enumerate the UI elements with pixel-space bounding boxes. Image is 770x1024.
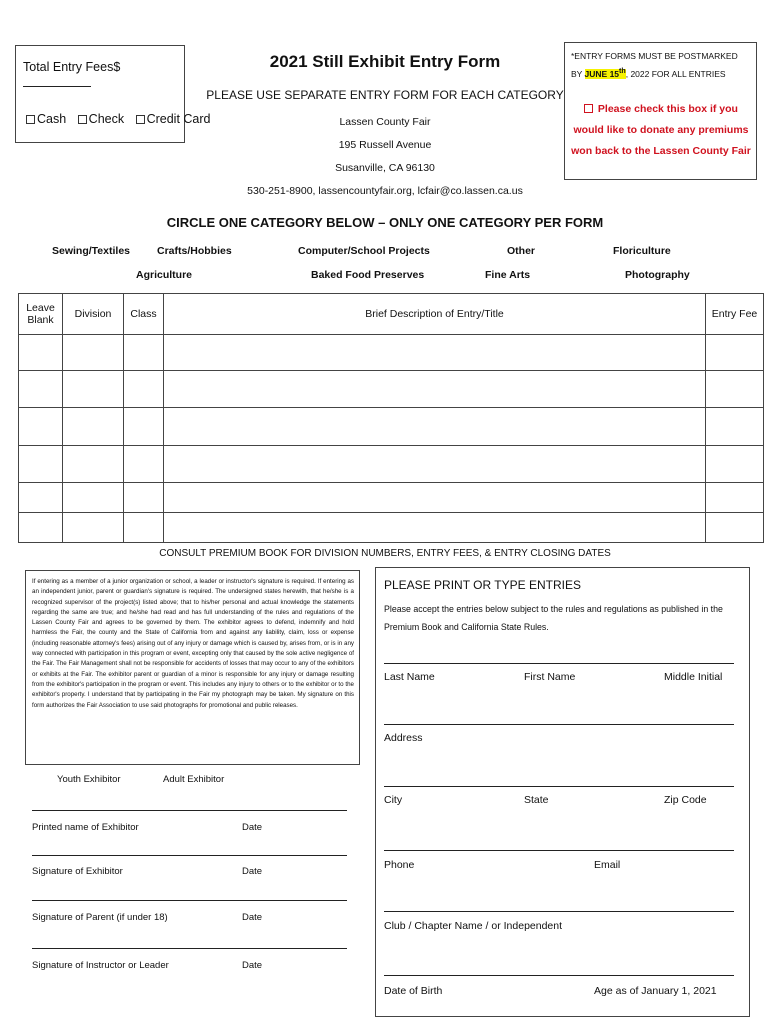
last-name-label: Last Name [384, 671, 435, 683]
checkbox-check[interactable] [78, 115, 87, 124]
name-line[interactable] [384, 663, 734, 664]
payment-options [26, 112, 219, 126]
exhibitor-signature-line[interactable] [32, 855, 347, 856]
col-class: Class [124, 294, 164, 335]
cell-description[interactable] [164, 408, 706, 446]
donate-premiums[interactable] [571, 99, 751, 162]
category-photography[interactable]: Photography [625, 269, 690, 281]
parent-signature-line[interactable] [32, 900, 347, 901]
zip-label: Zip Code [664, 794, 707, 806]
cell-leave-blank[interactable] [19, 483, 63, 513]
address-label: Address [384, 732, 423, 744]
col-entry-fee: Entry Fee [706, 294, 764, 335]
payment-option-cash[interactable]: Cash [26, 112, 66, 126]
category-sewing[interactable]: Sewing/Textiles [52, 245, 130, 257]
cell-division[interactable] [63, 483, 124, 513]
cell-class[interactable] [124, 335, 164, 371]
form-title: 2021 Still Exhibit Entry Form [269, 52, 501, 71]
instructor-signature-label: Signature of Instructor or Leader [32, 960, 169, 971]
cell-division[interactable] [63, 335, 124, 371]
exhibitor-signature-label: Signature of Exhibitor [32, 866, 123, 877]
payment-option-check[interactable]: Check [78, 112, 124, 126]
club-label: Club / Chapter Name / or Independent [384, 920, 563, 932]
cell-class[interactable] [124, 371, 164, 408]
cell-description[interactable] [164, 335, 706, 371]
liability-box [25, 570, 360, 765]
print-heading: PLEASE PRINT OR TYPE ENTRIES [384, 578, 581, 592]
table-row [19, 408, 764, 446]
cell-leave-blank[interactable] [19, 408, 63, 446]
total-fees-label: Total Entry Fees$ [23, 60, 121, 74]
state-label: State [524, 794, 549, 806]
cell-leave-blank[interactable] [19, 371, 63, 408]
category-fine-arts[interactable]: Fine Arts [485, 269, 531, 281]
cell-description[interactable] [164, 446, 706, 483]
liability-text: If entering as a member of a junior organization or school, a leader or instructor's signature is required. If entering as an independent junior, parent or guardian's signature is required. The undersigned states herewith, that he/she is a recognized supervisor of the project(s) listed above; that to his/her personal and actual knowledge the statements regarding the same are true; and he/she had read and has full understanding of the rules and regulations of the Lassen County Fair and agrees to be governed by them. The exhibitor agrees to defend, indemnify and hold harmless the Fair, the county and the State of California from and against any liability, claim, loss or expense (including reasonable attorney's fees) arising out of any injury or damage which is caused by, arises from, or is in any way connected with participation in this program or event, excepting only that caused by the sole active negligence of the Fair. The Fair Management shall not be responsible for accidents of losses that may occur to any of the exhibitors or exhibits at the Fair. The exhibitor parent or guardian of a minor is responsible for any injury or damage resulting from the exhibitor's participation in the program or event. This includes any injury to others or to the exhibitor or to the exhibitor's property. I understand that by participating in the Fair my photograph may be taken. My signature on this form authorizes the Fair Association to use said photographs for promotional and public releases. [32, 578, 354, 709]
cell-entry-fee[interactable] [706, 513, 764, 543]
cell-description[interactable] [164, 371, 706, 408]
org-city: Susanville, CA 96130 [335, 162, 435, 174]
total-fees-field[interactable] [23, 75, 91, 87]
table-row [19, 371, 764, 408]
cell-entry-fee[interactable] [706, 446, 764, 483]
donate-checkbox[interactable] [584, 104, 593, 113]
parent-signature-date-label: Date [242, 912, 263, 923]
city-label: City [384, 794, 403, 806]
address-line[interactable] [384, 724, 734, 725]
cell-class[interactable] [124, 446, 164, 483]
table-row [19, 483, 764, 513]
print-instructions: Please accept the entries below subject to the rules and regulations as published in the Premium Book and California State Rules. [384, 604, 723, 632]
cell-entry-fee[interactable] [706, 371, 764, 408]
parent-signature-label: Signature of Parent (if under 18) [32, 912, 168, 923]
cell-class[interactable] [124, 483, 164, 513]
payment-option-credit[interactable]: Credit Card [136, 112, 211, 126]
postmark-date: JUNE 15th [584, 67, 626, 79]
cell-leave-blank[interactable] [19, 513, 63, 543]
club-line[interactable] [384, 911, 734, 912]
category-agriculture[interactable]: Agriculture [136, 269, 193, 281]
cell-entry-fee[interactable] [706, 335, 764, 371]
col-leave-blank: Leave Blank [19, 294, 63, 335]
cell-division[interactable] [63, 446, 124, 483]
cell-class[interactable] [124, 408, 164, 446]
middle-initial-label: Middle Initial [664, 671, 723, 683]
printed-name-label: Printed name of Exhibitor [32, 822, 139, 833]
printed-name-date-label: Date [242, 822, 263, 833]
org-street: 195 Russell Avenue [338, 139, 432, 151]
fees-box [15, 45, 211, 143]
col-division: Division [63, 294, 124, 335]
email-label: Email [594, 859, 621, 871]
notice-box [564, 42, 757, 180]
table-header-row [19, 294, 764, 335]
donate-label: Please check this box if you would like to donate any premiums won back to the Lassen County Fair [571, 103, 751, 157]
cell-entry-fee[interactable] [706, 408, 764, 446]
org-name: Lassen County Fair [339, 116, 431, 128]
youth-exhibitor-label: Youth Exhibitor [57, 774, 121, 785]
form-subtitle: PLEASE USE SEPARATE ENTRY FORM FOR EACH CATEGORY [206, 88, 564, 102]
category-baked[interactable]: Baked Food Preserves [311, 269, 425, 281]
cell-division[interactable] [63, 513, 124, 543]
category-heading: CIRCLE ONE CATEGORY BELOW – ONLY ONE CATEGORY PER FORM [166, 215, 604, 230]
col-description: Brief Description of Entry/Title [164, 294, 706, 335]
dob-age-line[interactable] [384, 975, 734, 976]
phone-email-line[interactable] [384, 850, 734, 851]
checkbox-credit-card[interactable] [136, 115, 145, 124]
category-floriculture[interactable]: Floriculture [613, 245, 671, 257]
exhibitor-info-box [375, 567, 750, 1017]
table-row [19, 446, 764, 483]
phone-label: Phone [384, 859, 415, 871]
cell-description[interactable] [164, 483, 706, 513]
category-other[interactable]: Other [507, 245, 536, 257]
postmark-notice: *ENTRY FORMS MUST BE POSTMARKED BY JUNE 15th, 2022 FOR ALL ENTRIES [571, 51, 738, 79]
cell-division[interactable] [63, 408, 124, 446]
checkbox-cash[interactable] [26, 115, 35, 124]
cell-division[interactable] [63, 371, 124, 408]
total-fees [23, 60, 184, 88]
cell-class[interactable] [124, 513, 164, 543]
cell-entry-fee[interactable] [706, 483, 764, 513]
table-row [19, 513, 764, 543]
org-contact: 530-251-8900, lassencountyfair.org, lcfair@co.lassen.ca.us [247, 185, 523, 197]
cell-leave-blank[interactable] [19, 335, 63, 371]
instructor-signature-line[interactable] [32, 948, 347, 949]
exhibitor-signature-date-label: Date [242, 866, 263, 877]
cell-leave-blank[interactable] [19, 446, 63, 483]
dob-label: Date of Birth [384, 985, 443, 997]
printed-name-line[interactable] [32, 810, 347, 811]
table-row [19, 335, 764, 371]
instructor-signature-date-label: Date [242, 960, 263, 971]
city-state-zip-line[interactable] [384, 786, 734, 787]
consult-note: CONSULT PREMIUM BOOK FOR DIVISION NUMBERS, ENTRY FEES, & ENTRY CLOSING DATES [159, 548, 611, 559]
category-computer[interactable]: Computer/School Projects [298, 245, 430, 257]
category-crafts[interactable]: Crafts/Hobbies [157, 245, 232, 257]
cell-description[interactable] [164, 513, 706, 543]
adult-exhibitor-label: Adult Exhibitor [163, 774, 225, 785]
entries-table [18, 293, 764, 543]
first-name-label: First Name [524, 671, 576, 683]
age-label: Age as of January 1, 2021 [594, 985, 717, 997]
